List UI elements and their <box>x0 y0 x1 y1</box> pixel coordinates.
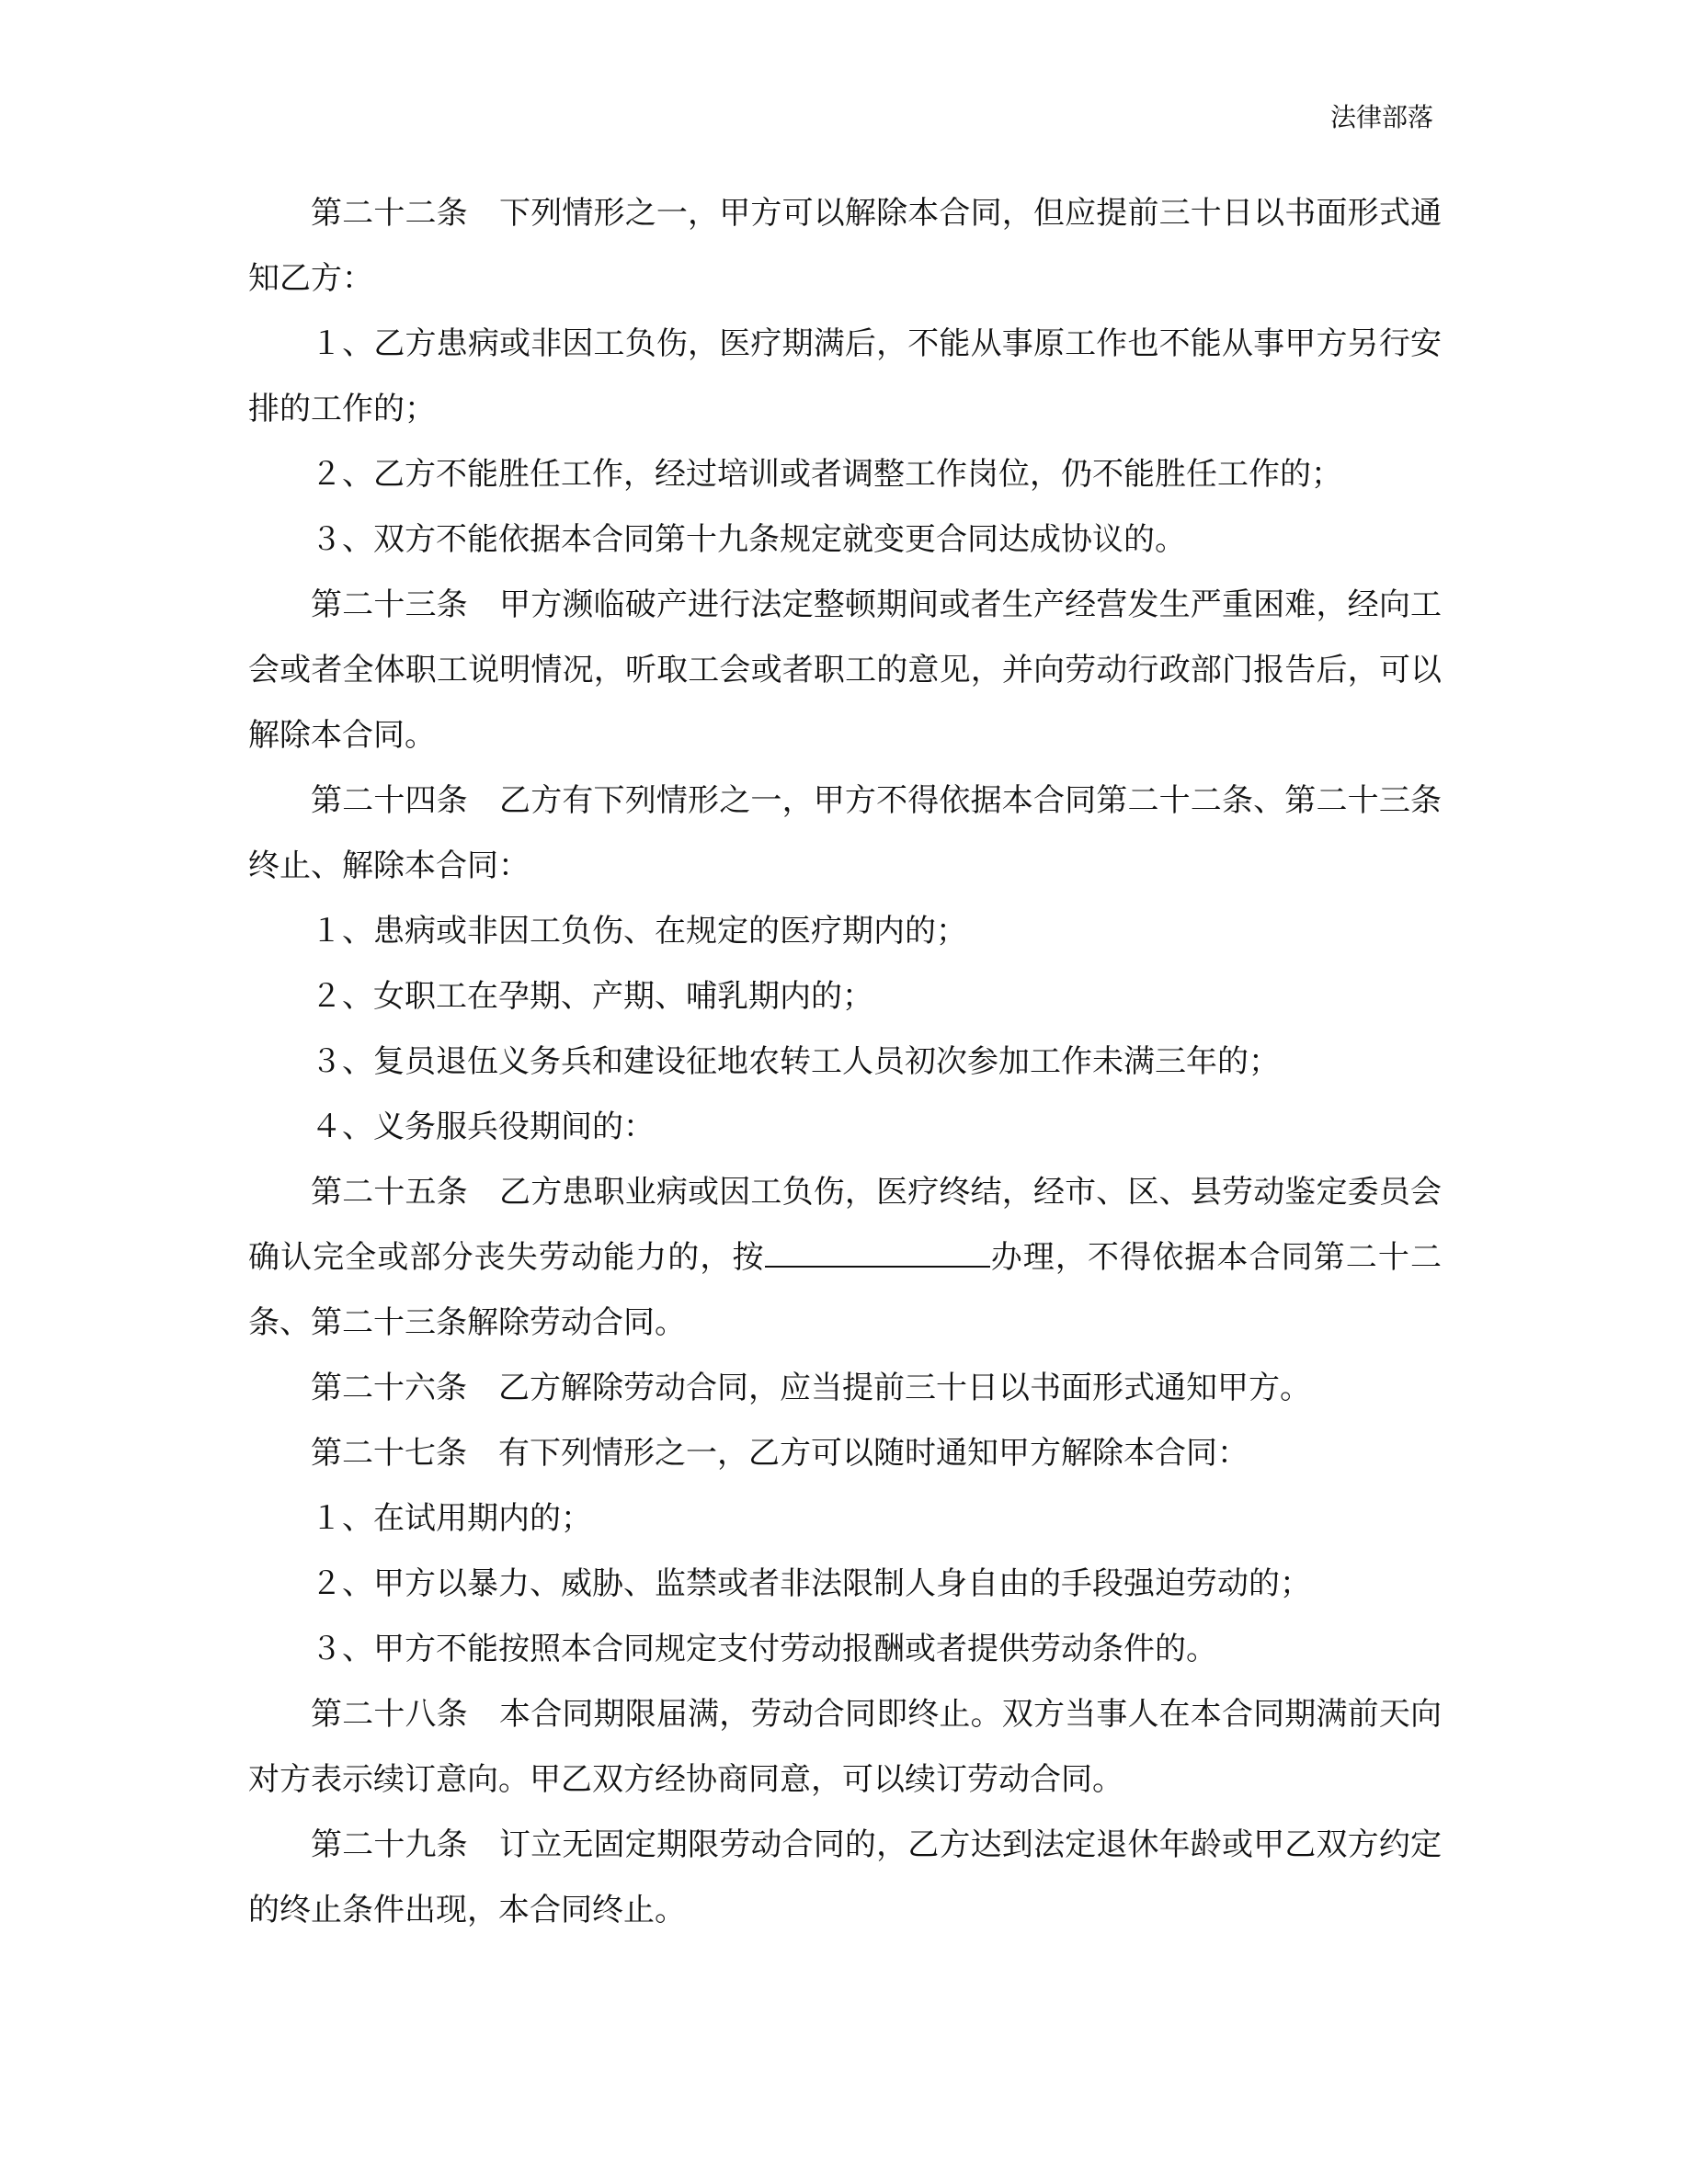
page-header-label: 法律部落 <box>1329 102 1433 132</box>
article-22-item-3: ３、双方不能依据本合同第十九条规定就变更合同达成协议的。 <box>311 521 1186 558</box>
article-25-text-after: 办理，不得依据本合同第二十二条、第二十三条解除劳动合同。 <box>248 1239 1443 1341</box>
article-27-item-1: １、在试用期内的； <box>311 1500 592 1537</box>
article-25-text-before: 第二十五条 乙方患职业病或因工负伤，医疗终结，经市、区、县劳动鉴定委员会确认完全或部分丧失劳动能力的，按 <box>248 1174 1442 1276</box>
article-25-paragraph <box>248 1160 1442 1356</box>
fill-in-blank-line <box>765 1238 990 1268</box>
article-28-paragraph: 第二十八条 本合同期限届满，劳动合同即终止。双方当事人在本合同期满前天向对方表示续订意向。甲乙双方经协商同意，可以续订劳动合同。 <box>248 1696 1442 1798</box>
article-24-item-4: ４、义务服兵役期间的： <box>311 1109 655 1145</box>
article-27-item-3: ３、甲方不能按照本合同规定支付劳动报酬或者提供劳动条件的。 <box>311 1631 1217 1667</box>
article-24-item-2: ２、女职工在孕期、产期、哺乳期内的； <box>311 978 873 1015</box>
article-24-item-3: ３、复员退伍义务兵和建设征地农转工人员初次参加工作未满三年的； <box>311 1043 1280 1080</box>
article-22-item-2: ２、乙方不能胜任工作，经过培训或者调整工作岗位，仍不能胜任工作的； <box>311 456 1342 493</box>
article-24-paragraph: 第二十四条 乙方有下列情形之一，甲方不得依据本合同第二十二条、第二十三条终止、解除本合同： <box>248 782 1442 884</box>
article-23-paragraph: 第二十三条 甲方濒临破产进行法定整顿期间或者生产经营发生严重困难，经向工会或者全体职工说明情况，听取工会或者职工的意见，并向劳动行政部门报告后，可以解除本合同。 <box>248 586 1442 754</box>
article-22-paragraph: 第二十二条 下列情形之一，甲方可以解除本合同，但应提前三十日以书面形式通知乙方： <box>248 195 1442 297</box>
article-27-item-2: ２、甲方以暴力、威胁、监禁或者非法限制人身自由的手段强迫劳动的； <box>311 1565 1311 1602</box>
document-body <box>248 181 1442 1943</box>
article-22-item-1: １、乙方患病或非因工负伤，医疗期满后，不能从事原工作也不能从事甲方另行安排的工作的； <box>248 325 1442 427</box>
article-26-paragraph: 第二十六条 乙方解除劳动合同，应当提前三十日以书面形式通知甲方。 <box>311 1370 1311 1406</box>
article-24-item-1: １、患病或非因工负伤、在规定的医疗期内的； <box>311 913 967 950</box>
article-27-paragraph: 第二十七条 有下列情形之一，乙方可以随时通知甲方解除本合同： <box>311 1435 1249 1472</box>
article-29-paragraph: 第二十九条 订立无固定期限劳动合同的，乙方达到法定退休年龄或甲乙双方约定的终止条件出现，本合同终止。 <box>248 1826 1442 1928</box>
